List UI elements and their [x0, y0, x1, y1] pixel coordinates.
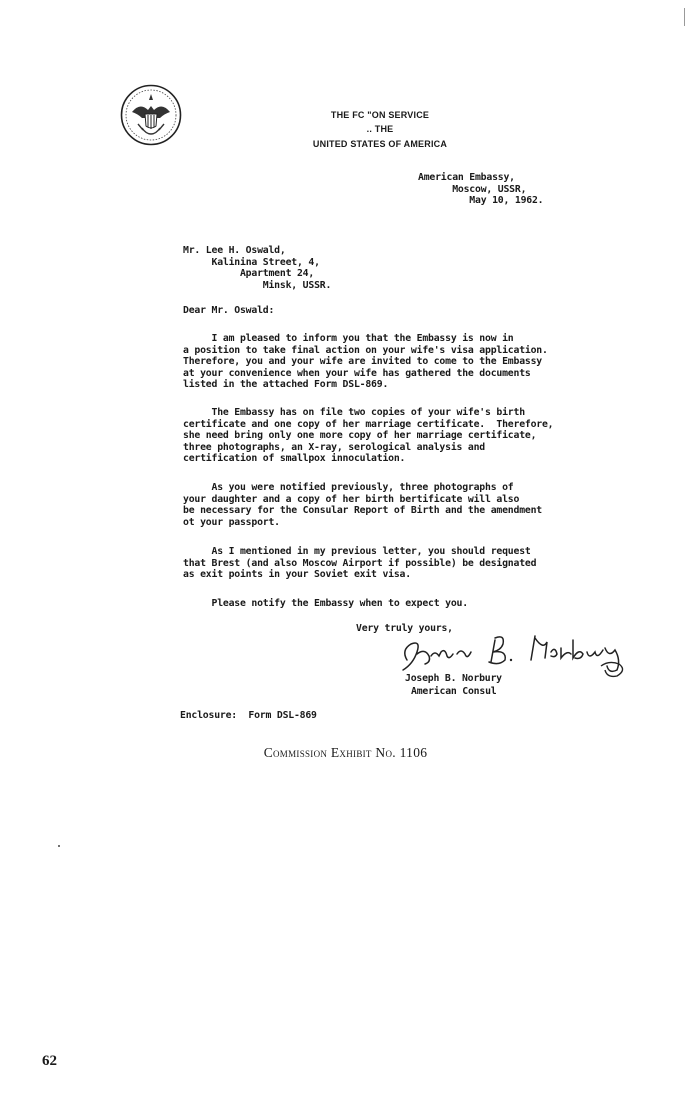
recipient-street: Kalinina Street, 4, — [211, 256, 320, 268]
letter-date: May 10, 1962. — [469, 195, 544, 207]
sender-address — [418, 172, 543, 207]
paragraph-5: Please notify the Embassy when to expect you. — [183, 598, 468, 609]
scan-speck — [58, 845, 60, 847]
sender-line-1: American Embassy, — [418, 172, 515, 183]
recipient-address — [183, 245, 331, 291]
enclosure-note: Enclosure: Form DSL-869 — [180, 710, 317, 721]
signer-name: Joseph B. Norbury — [405, 673, 502, 684]
paragraph-1: I am pleased to inform you that the Embassy is now in a position to take final action on your wife's visa application. Therefore, you and your wife are invited to come to the Embassy at your convenience when your wife has gathered the documents listed in the attached Form DSL-869. — [183, 333, 548, 391]
recipient-name: Mr. Lee H. Oswald, — [183, 245, 286, 256]
paragraph-2: The Embassy has on file two copies of your wife's birth certificate and one copy of her marriage certificate. Therefore, she need bring only one more copy of her marriage certificate, three photographs, an X-ray, serological analysis and certification of smallpox innoculation. — [183, 407, 554, 465]
paragraph-4: As I mentioned in my previous letter, you should request that Brest (and also Moscow Airport if possible) be designated as exit points in your Soviet exit visa. — [183, 546, 537, 581]
letterhead-line-2: .. THE — [366, 124, 394, 134]
paragraph-3: As you were notified previously, three photographs of your daughter and a copy of her birth bertificate will also be necessary for the Consular Report of Birth and the amendment ot your passport. — [183, 482, 542, 528]
signer-title: American Consul — [411, 686, 497, 697]
letterhead-line-3: UNITED STATES OF AMERICA — [312, 139, 448, 149]
page-number: 62 — [42, 1053, 57, 1069]
scan-edge-mark — [684, 8, 685, 26]
letterhead-line-1: THE FC "ON SERVICE — [330, 110, 430, 120]
recipient-city: Minsk, USSR. — [262, 279, 332, 291]
exhibit-label: Commission Exhibit No. 1106 — [263, 745, 428, 760]
sender-line-2: Moscow, USSR, — [452, 183, 527, 195]
recipient-apartment: Apartment 24, — [239, 268, 315, 280]
salutation: Dear Mr. Oswald: — [183, 305, 275, 316]
complimentary-closing: Very truly yours, — [356, 623, 453, 634]
great-seal-emblem — [120, 84, 182, 146]
